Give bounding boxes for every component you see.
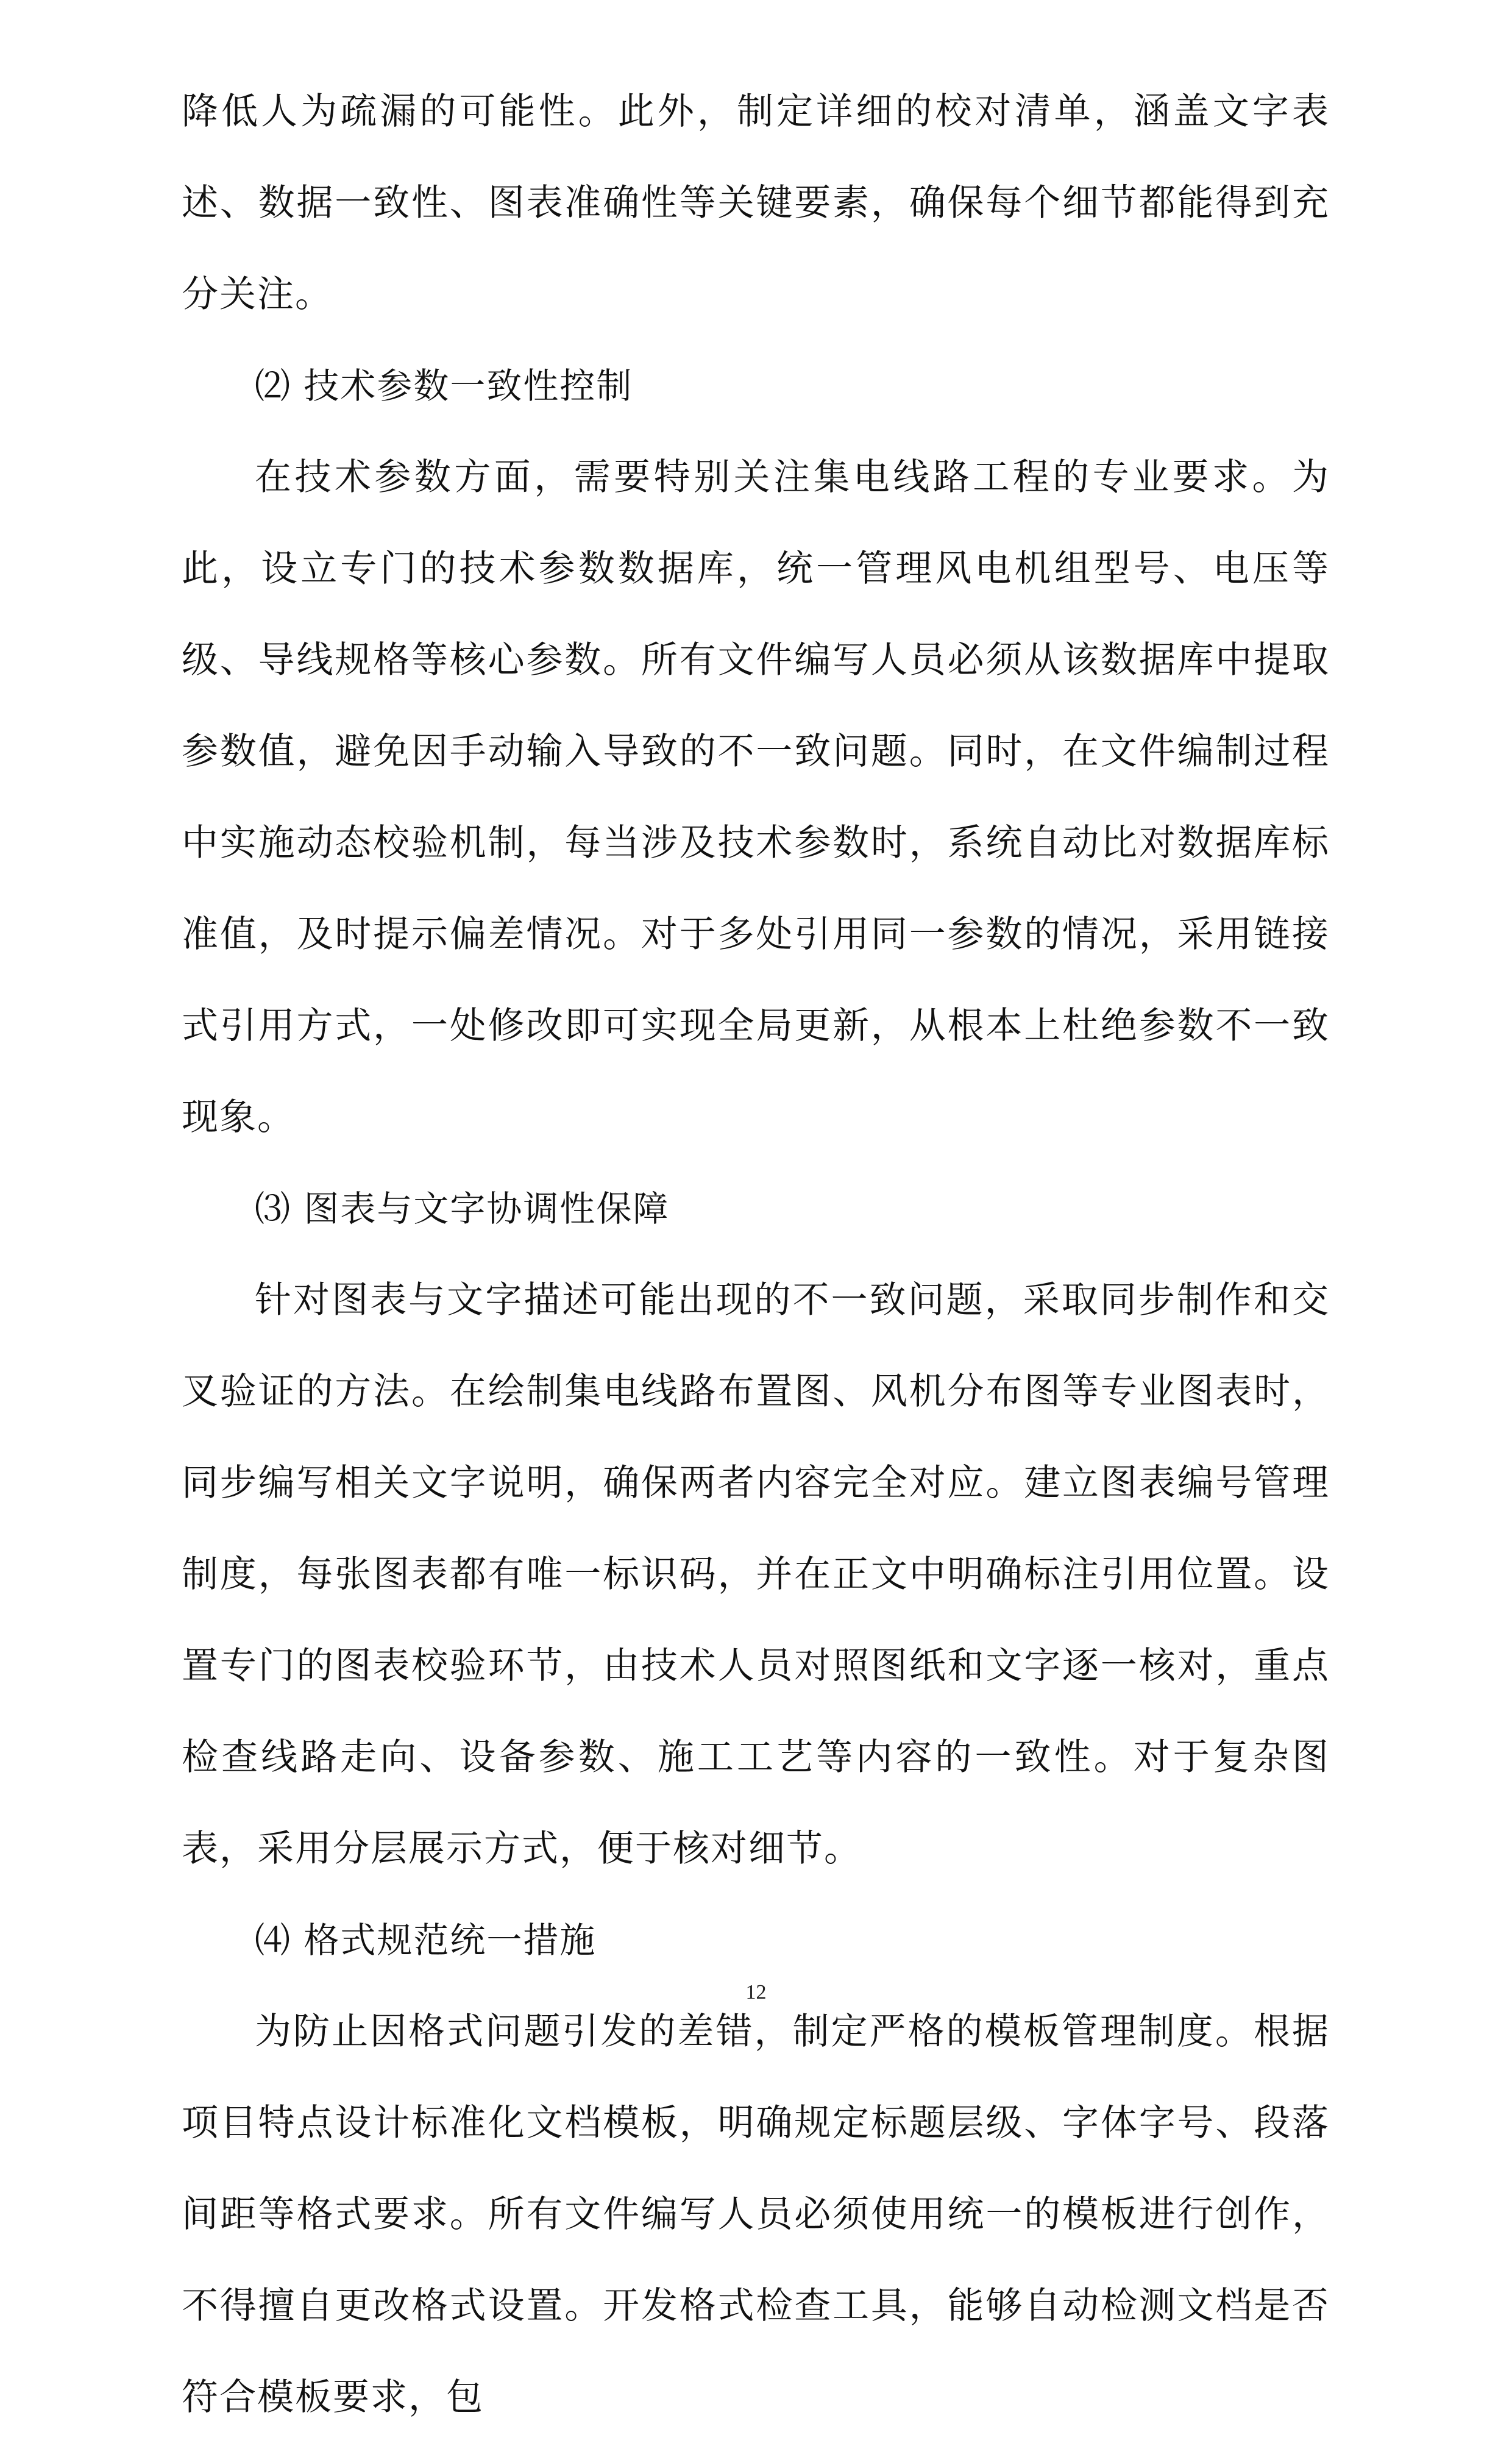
paragraph-chart-text-coordination: 针对图表与文字描述可能出现的不一致问题，采取同步制作和交叉验证的方法。在绘制集电线路布置图、风机分布图等专业图表时，同步编写相关文字说明，确保两者内容完全对应。建立图表编号管理制度，每张图表都有唯一标识码，并在正文中明确标注引用位置。设置专门的图表校验环节，由技术人员对照图纸和文字逐一核对，重点检查线路走向、设备参数、施工工艺等内容的一致性。对于复杂图表，采用分层展示方式，便于核对细节。 <box>182 1279 1330 1870</box>
section-heading-3: ⑶ 图表与文字协调性保障 <box>255 1188 670 1229</box>
paragraph-format-standards: 为防止因格式问题引发的差错，制定严格的模板管理制度。根据项目特点设计标准化文档模板，明确规定标题层级、字体字号、段落间距等格式要求。所有文件编写人员必须使用统一的模板进行创作，不得擅自更改格式设置。开发格式检查工具，能够自动检测文档是否符合模板要求，包 <box>182 2010 1330 2419</box>
document-body <box>182 66 1330 2443</box>
section-heading-4: ⑷ 格式规范统一措施 <box>255 1919 597 1961</box>
section-heading-2: ⑵ 技术参数一致性控制 <box>255 365 633 407</box>
paragraph-continued: 降低人为疏漏的可能性。此外，制定详细的校对清单，涵盖文字表述、数据一致性、图表准确性等关键要素，确保每个细节都能得到充分关注。 <box>182 90 1330 316</box>
page-number: 12 <box>745 1981 767 2004</box>
paragraph-technical-parameters: 在技术参数方面，需要特别关注集电线路工程的专业要求。为此，设立专门的技术参数数据库，统一管理风电机组型号、电压等级、导线规格等核心参数。所有文件编写人员必须从该数据库中提取参数值，避免因手动输入导致的不一致问题。同时，在文件编制过程中实施动态校验机制，每当涉及技术参数时，系统自动比对数据库标准值，及时提示偏差情况。对于多处引用同一参数的情况，采用链接式引用方式，一处修改即可实现全局更新，从根本上杜绝参数不一致现象。 <box>182 456 1330 1139</box>
